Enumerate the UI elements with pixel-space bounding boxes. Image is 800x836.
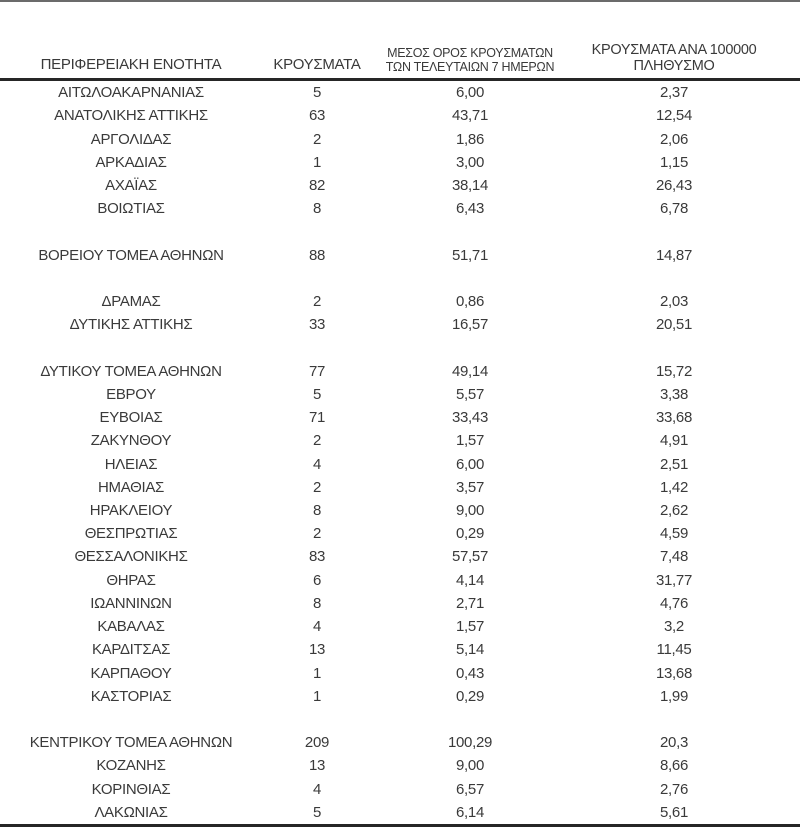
cell-per100k: 2,03 bbox=[660, 293, 688, 311]
cell-region: ΔΡΑΜΑΣ bbox=[101, 293, 161, 311]
cell-avg7: 1,57 bbox=[456, 432, 484, 450]
bottom-rule-line bbox=[0, 824, 800, 827]
cell-per100k: 6,78 bbox=[660, 200, 688, 218]
cell-cases: 5 bbox=[312, 803, 322, 821]
cell-avg7: 9,00 bbox=[456, 502, 484, 520]
cell-per100k: 5,61 bbox=[660, 803, 688, 821]
cell-cases: 1 bbox=[312, 687, 322, 705]
cell-avg7: 38,14 bbox=[451, 176, 489, 194]
table-row bbox=[0, 522, 800, 545]
cell-cases: 33 bbox=[308, 316, 326, 334]
col-header-avg7-line2: ΤΩΝ ΤΕΛΕΥΤΑΙΩΝ 7 ΗΜΕΡΩΝ bbox=[385, 60, 555, 74]
cell-per100k: 33,68 bbox=[655, 409, 693, 427]
cell-avg7: 6,57 bbox=[456, 780, 484, 798]
cell-avg7: 51,71 bbox=[451, 246, 489, 264]
cell-avg7: 43,71 bbox=[451, 107, 489, 125]
cell-cases: 2 bbox=[312, 432, 322, 450]
table-row bbox=[0, 801, 800, 824]
cell-region: ΕΒΡΟΥ bbox=[106, 385, 156, 403]
col-header-region: ΠΕΡΙΦΕΡΕΙΑΚΗ ΕΝΟΤΗΤΑ bbox=[40, 56, 222, 74]
cell-cases: 71 bbox=[308, 409, 326, 427]
cell-avg7: 3,57 bbox=[456, 478, 484, 496]
table-row bbox=[0, 336, 800, 359]
cell-cases: 4 bbox=[312, 618, 322, 636]
table-row bbox=[0, 754, 800, 777]
cell-per100k: 8,66 bbox=[660, 757, 688, 775]
cell-avg7: 6,00 bbox=[456, 84, 484, 102]
cell-cases: 13 bbox=[308, 757, 326, 775]
cell-region: ΔΥΤΙΚΟΥ ΤΟΜΕΑ ΑΘΗΝΩΝ bbox=[40, 362, 222, 380]
cell-cases: 2 bbox=[312, 130, 322, 148]
cell-cases: 8 bbox=[312, 502, 322, 520]
cell-region: ΑΡΚΑΔΙΑΣ bbox=[95, 153, 167, 171]
table-row bbox=[0, 429, 800, 452]
cell-region: ΖΑΚΥΝΘΟΥ bbox=[90, 432, 172, 450]
cell-per100k: 4,59 bbox=[660, 525, 688, 543]
cell-cases: 209 bbox=[304, 734, 330, 752]
cell-region: ΛΑΚΩΝΙΑΣ bbox=[94, 803, 168, 821]
cell-avg7: 6,43 bbox=[456, 200, 484, 218]
cell-cases: 2 bbox=[312, 478, 322, 496]
cell-avg7: 0,29 bbox=[456, 687, 484, 705]
cell-region: ΚΑΡΔΙΤΣΑΣ bbox=[91, 641, 171, 659]
table-row bbox=[0, 174, 800, 197]
cell-cases: 6 bbox=[312, 571, 322, 589]
cell-avg7: 0,86 bbox=[456, 293, 484, 311]
cell-per100k: 2,51 bbox=[660, 455, 688, 473]
table-row bbox=[0, 731, 800, 754]
cell-avg7: 49,14 bbox=[451, 362, 489, 380]
cell-avg7: 6,14 bbox=[456, 803, 484, 821]
table-row bbox=[0, 685, 800, 708]
cell-per100k: 1,15 bbox=[660, 153, 688, 171]
table-row bbox=[0, 569, 800, 592]
cell-avg7: 16,57 bbox=[451, 316, 489, 334]
cell-cases: 77 bbox=[308, 362, 326, 380]
cell-cases: 5 bbox=[312, 385, 322, 403]
cell-cases: 83 bbox=[308, 548, 326, 566]
cell-avg7: 33,43 bbox=[451, 409, 489, 427]
cell-cases: 1 bbox=[312, 153, 322, 171]
cell-region: ΚΑΣΤΟΡΙΑΣ bbox=[90, 687, 172, 705]
cell-region: ΗΜΑΘΙΑΣ bbox=[97, 478, 165, 496]
cell-avg7: 6,00 bbox=[456, 455, 484, 473]
cell-per100k: 3,38 bbox=[660, 385, 688, 403]
col-header-per100k bbox=[568, 42, 780, 74]
table-row bbox=[0, 638, 800, 661]
cell-region: ΒΟΡΕΙΟΥ ΤΟΜΕΑ ΑΘΗΝΩΝ bbox=[38, 246, 224, 264]
cell-cases: 88 bbox=[308, 246, 326, 264]
table-row bbox=[0, 708, 800, 731]
cell-region: ΘΗΡΑΣ bbox=[106, 571, 156, 589]
cell-region: ΕΥΒΟΙΑΣ bbox=[99, 409, 163, 427]
cell-avg7: 2,71 bbox=[456, 594, 484, 612]
table-row bbox=[0, 592, 800, 615]
cell-cases: 4 bbox=[312, 455, 322, 473]
cell-cases: 63 bbox=[308, 107, 326, 125]
cell-region: ΚΑΡΠΑΘΟΥ bbox=[90, 664, 172, 682]
table-row bbox=[0, 244, 800, 267]
cell-per100k: 11,45 bbox=[656, 641, 692, 659]
cell-per100k: 13,68 bbox=[655, 664, 693, 682]
cell-cases: 4 bbox=[312, 780, 322, 798]
table-row bbox=[0, 661, 800, 684]
cell-region: ΑΝΑΤΟΛΙΚΗΣ ΑΤΤΙΚΗΣ bbox=[54, 107, 208, 125]
cell-cases: 8 bbox=[312, 594, 322, 612]
cell-cases: 2 bbox=[312, 293, 322, 311]
col-header-cases: ΚΡΟΥΣΜΑΤΑ bbox=[273, 56, 361, 74]
cell-cases: 8 bbox=[312, 200, 322, 218]
cell-avg7: 1,57 bbox=[456, 618, 484, 636]
table-row bbox=[0, 615, 800, 638]
cell-per100k: 2,06 bbox=[660, 130, 688, 148]
cell-per100k: 20,51 bbox=[655, 316, 693, 334]
table-row bbox=[0, 267, 800, 290]
cell-region: ΚΟΡΙΝΘΙΑΣ bbox=[91, 780, 171, 798]
cell-per100k: 4,91 bbox=[660, 432, 688, 450]
cell-per100k: 7,48 bbox=[660, 548, 688, 566]
table-row bbox=[0, 383, 800, 406]
cell-per100k: 20,3 bbox=[660, 734, 688, 752]
table-row bbox=[0, 778, 800, 801]
cell-per100k: 26,43 bbox=[655, 176, 693, 194]
table-header-row bbox=[0, 2, 800, 81]
cell-region: ΔΥΤΙΚΗΣ ΑΤΤΙΚΗΣ bbox=[69, 316, 193, 334]
cell-avg7: 1,86 bbox=[456, 130, 484, 148]
cell-per100k: 31,77 bbox=[655, 571, 693, 589]
cell-region: ΙΩΑΝΝΙΝΩΝ bbox=[90, 594, 172, 612]
cell-per100k: 4,76 bbox=[660, 594, 688, 612]
table-row bbox=[0, 197, 800, 220]
cell-per100k: 2,76 bbox=[660, 780, 688, 798]
cell-region: ΑΙΤΩΛΟΑΚΑΡΝΑΝΙΑΣ bbox=[58, 84, 204, 102]
cell-region: ΚΟΖΑΝΗΣ bbox=[96, 757, 166, 775]
table-row bbox=[0, 476, 800, 499]
cell-region: ΚΑΒΑΛΑΣ bbox=[97, 618, 165, 636]
cell-per100k: 1,42 bbox=[660, 478, 688, 496]
table-body bbox=[0, 81, 800, 824]
cell-avg7: 100,29 bbox=[447, 734, 493, 752]
cell-avg7: 4,14 bbox=[456, 571, 484, 589]
cell-per100k: 14,87 bbox=[655, 246, 693, 264]
table-row bbox=[0, 290, 800, 313]
table-row bbox=[0, 453, 800, 476]
cell-avg7: 9,00 bbox=[456, 757, 484, 775]
cell-avg7: 57,57 bbox=[451, 548, 489, 566]
cell-cases: 82 bbox=[308, 176, 326, 194]
table-row bbox=[0, 104, 800, 127]
cell-region: ΗΛΕΙΑΣ bbox=[104, 455, 158, 473]
col-header-per100k-line2: ΠΛΗΘΥΣΜΟ bbox=[633, 57, 715, 74]
cell-avg7: 5,14 bbox=[456, 641, 484, 659]
cell-region: ΑΡΓΟΛΙΔΑΣ bbox=[90, 130, 172, 148]
cell-avg7: 0,43 bbox=[456, 664, 484, 682]
table-row bbox=[0, 81, 800, 104]
col-header-avg7 bbox=[372, 46, 568, 74]
col-header-avg7-line1: ΜΕΣΟΣ ΟΡΟΣ ΚΡΟΥΣΜΑΤΩΝ bbox=[387, 46, 553, 60]
cell-region: ΑΧΑΪΑΣ bbox=[105, 176, 157, 194]
cell-per100k: 3,2 bbox=[664, 618, 684, 636]
cell-region: ΘΕΣΣΑΛΟΝΙΚΗΣ bbox=[74, 548, 188, 566]
table-row bbox=[0, 406, 800, 429]
cell-avg7: 3,00 bbox=[456, 153, 484, 171]
cell-per100k: 12,54 bbox=[655, 107, 693, 125]
col-header-per100k-line1: ΚΡΟΥΣΜΑΤΑ ΑΝΑ 100000 bbox=[591, 41, 757, 58]
table-row bbox=[0, 545, 800, 568]
cell-per100k: 15,72 bbox=[655, 362, 693, 380]
cell-region: ΒΟΙΩΤΙΑΣ bbox=[97, 200, 165, 218]
cell-cases: 13 bbox=[308, 641, 326, 659]
table-row bbox=[0, 220, 800, 243]
cell-per100k: 1,99 bbox=[660, 687, 688, 705]
cell-cases: 2 bbox=[312, 525, 322, 543]
table-row bbox=[0, 151, 800, 174]
cell-avg7: 5,57 bbox=[456, 385, 484, 403]
cell-cases: 1 bbox=[312, 664, 322, 682]
cell-region: ΘΕΣΠΡΩΤΙΑΣ bbox=[84, 525, 178, 543]
table-row bbox=[0, 127, 800, 150]
cell-region: ΗΡΑΚΛΕΙΟΥ bbox=[89, 502, 173, 520]
cell-region: ΚΕΝΤΡΙΚΟΥ ΤΟΜΕΑ ΑΘΗΝΩΝ bbox=[29, 734, 233, 752]
cell-per100k: 2,62 bbox=[660, 502, 688, 520]
cell-per100k: 2,37 bbox=[660, 84, 688, 102]
table-row bbox=[0, 499, 800, 522]
table-row bbox=[0, 360, 800, 383]
cell-avg7: 0,29 bbox=[456, 525, 484, 543]
cell-cases: 5 bbox=[312, 84, 322, 102]
table-row bbox=[0, 313, 800, 336]
